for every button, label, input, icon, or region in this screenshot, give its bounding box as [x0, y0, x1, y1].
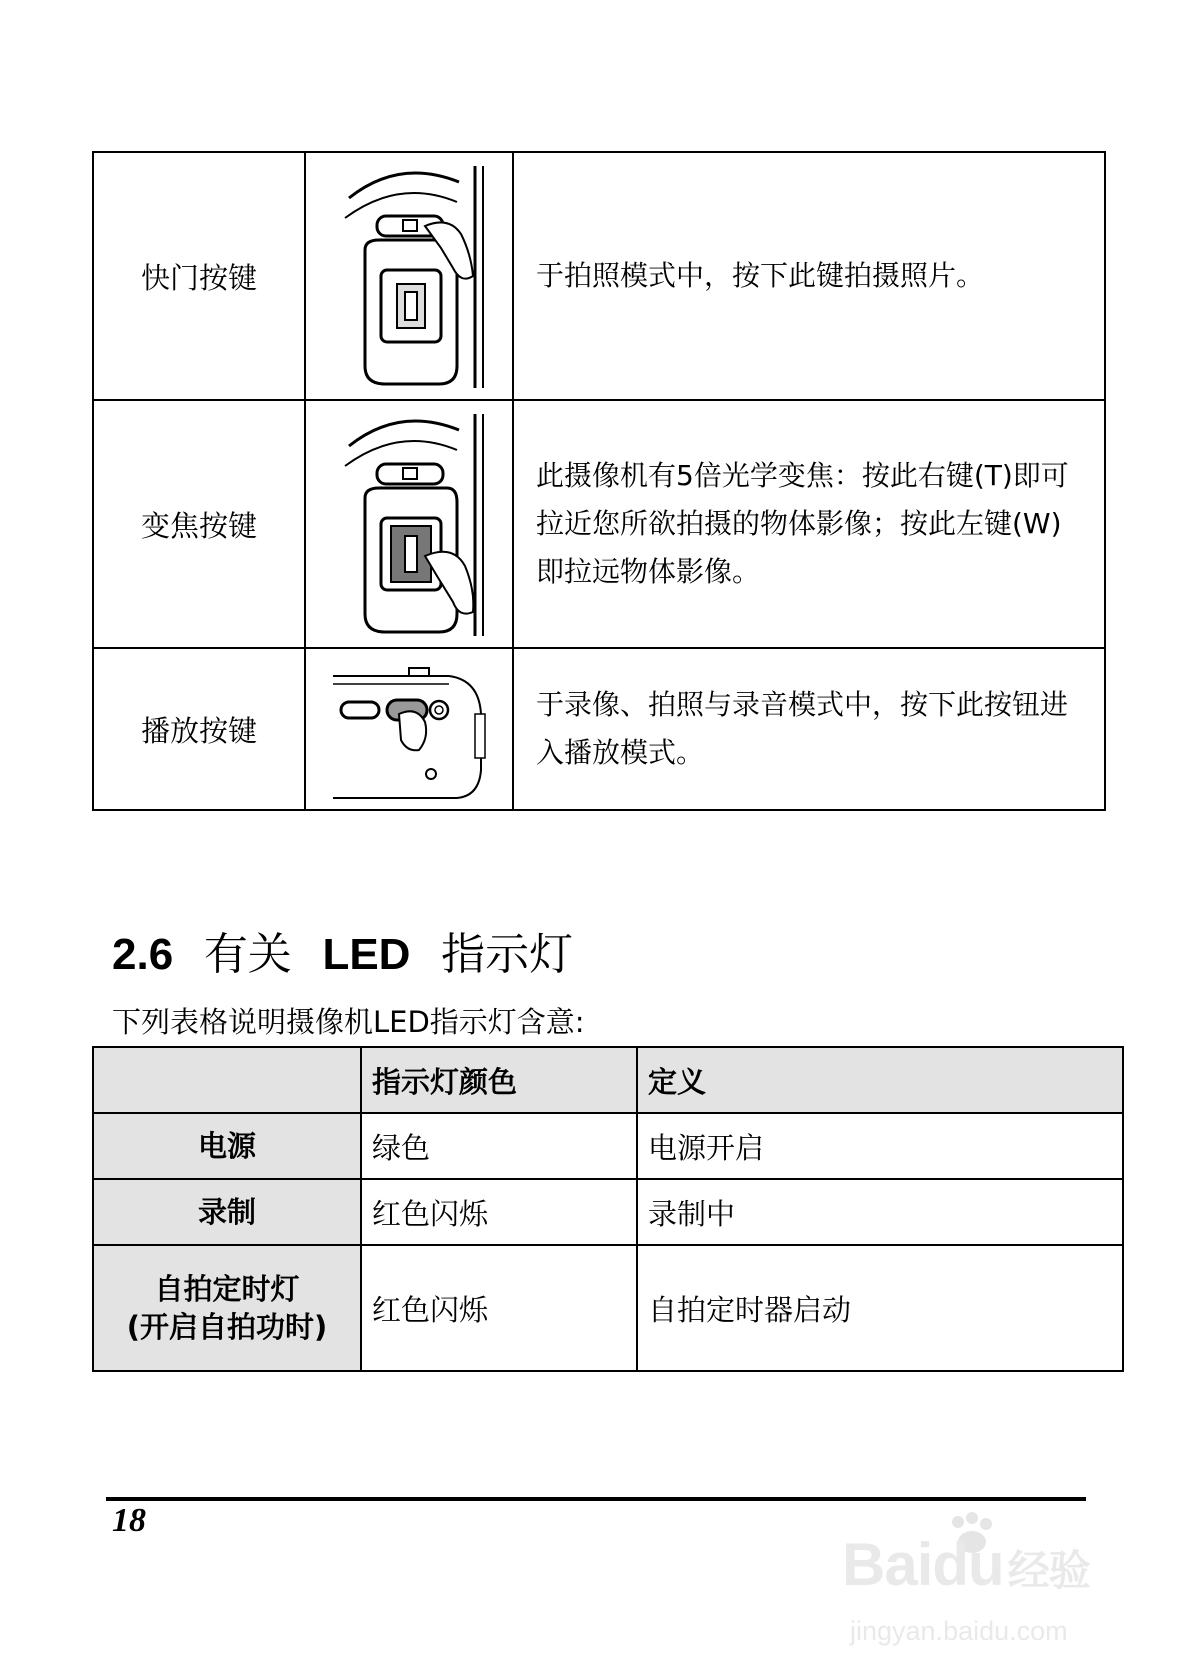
section-intro: 下列表格说明摄像机LED指示灯含意: [112, 1005, 585, 1039]
button-description-table [92, 151, 1106, 811]
table-row [93, 152, 1105, 400]
watermark-url: jingyan.baidu.com [850, 1616, 1068, 1646]
button-name: 变焦按键 [93, 400, 305, 648]
row-label: 电源 [93, 1113, 361, 1179]
header-cell-empty [93, 1047, 361, 1113]
playback-camera-icon [329, 654, 489, 804]
section-number: 2.6 [112, 930, 174, 979]
button-description: 此摄像机有5倍光学变焦：按此右键(T)即可拉近您所欲拍摄的物体影像；按此左键(W)即拉远物体影像。 [513, 400, 1105, 648]
zoom-camera-icon [329, 406, 489, 642]
page-number: 18 [112, 1502, 146, 1539]
header-cell-definition: 定义 [637, 1047, 1123, 1113]
row-label: 录制 [93, 1179, 361, 1245]
table-header-row [93, 1047, 1123, 1113]
button-description: 于拍照模式中，按下此键拍摄照片。 [513, 152, 1105, 400]
led-color: 红色闪烁 [361, 1245, 637, 1371]
footer-rule [106, 1497, 1086, 1501]
row-label-cell [93, 1245, 361, 1371]
table-row [93, 400, 1105, 648]
led-meaning: 电源开启 [637, 1113, 1123, 1179]
section-title-led: LED [322, 930, 411, 979]
shutter-button-illustration [305, 152, 513, 400]
header-cell-color: 指示灯颜色 [361, 1047, 637, 1113]
table-row [93, 1113, 1123, 1179]
section-title-post: 指示灯 [441, 929, 574, 980]
button-name: 快门按键 [93, 152, 305, 400]
playback-button-illustration [305, 648, 513, 810]
shutter-camera-icon [329, 158, 489, 394]
baidu-watermark [842, 1512, 1112, 1662]
button-description: 于录像、拍照与录音模式中，按下此按钮进入播放模式。 [513, 648, 1105, 810]
table-row [93, 1179, 1123, 1245]
led-color: 绿色 [361, 1113, 637, 1179]
led-color: 红色闪烁 [361, 1179, 637, 1245]
watermark-logo: Baidu经验 [842, 1531, 1090, 1598]
table-row [93, 1245, 1123, 1371]
section-title-pre: 有关 [203, 929, 292, 980]
led-indicator-table [92, 1046, 1124, 1372]
zoom-button-illustration [305, 400, 513, 648]
led-meaning: 录制中 [637, 1179, 1123, 1245]
row-label: 自拍定时灯 [154, 1272, 300, 1306]
table-row [93, 648, 1105, 810]
button-name: 播放按键 [93, 648, 305, 810]
row-label-note: (开启自拍功时) [126, 1310, 328, 1344]
section-heading [112, 918, 573, 982]
led-meaning: 自拍定时器启动 [637, 1245, 1123, 1371]
